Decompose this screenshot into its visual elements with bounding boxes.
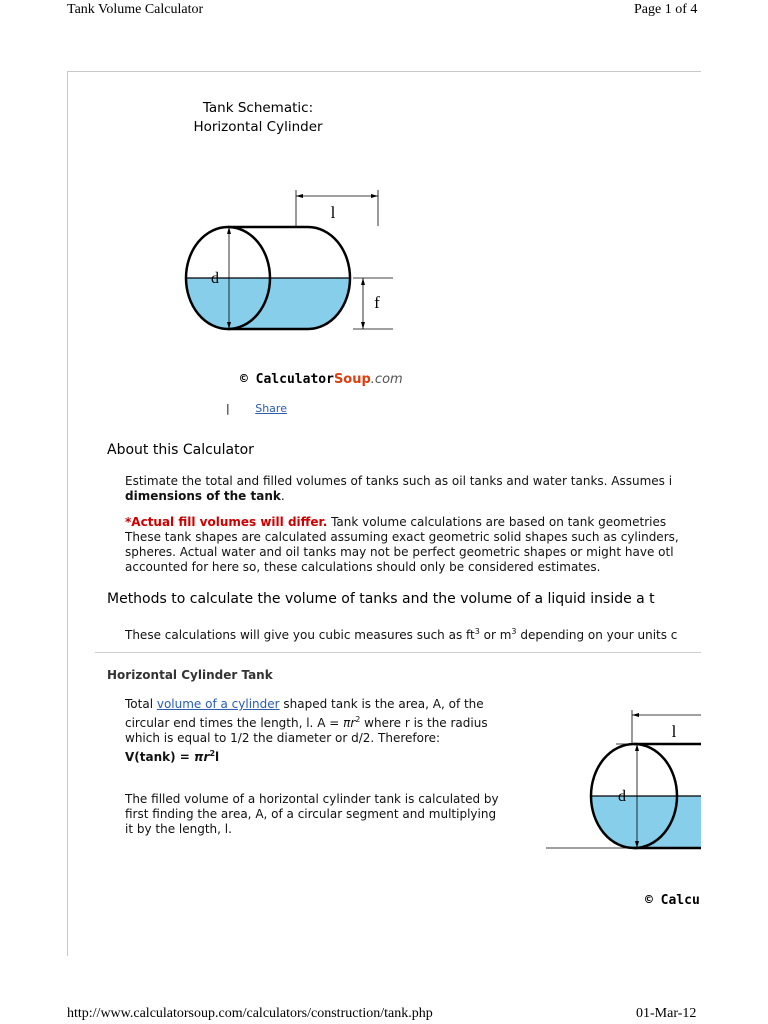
copyright-symbol: © <box>240 372 248 387</box>
brand-soup: Soup <box>333 372 371 387</box>
print-footer-date: 01-Mar-12 <box>636 1006 697 1021</box>
tank-schematic-diagram <box>143 182 403 342</box>
methods-p-end: depending on your units c <box>516 628 678 642</box>
about-p1-bold: dimensions of the tank <box>125 489 281 503</box>
about-p1-line1: Estimate the total and filled volumes of tanks such as oil tanks and water tanks. Assumes i <box>125 474 673 488</box>
about-p2-line1-rest: Tank volume calculations are based on tank geometries <box>327 515 667 529</box>
methods-heading: Methods to calculate the volume of tanks and the volume of a liquid inside a t <box>107 591 655 607</box>
tank2-length-arrow-left <box>632 713 639 717</box>
formula-pi: πr <box>194 750 210 764</box>
calculatorsoup-credit <box>240 372 403 387</box>
brand-calculator: Calculator <box>255 372 334 387</box>
fill-arrow-top <box>361 278 365 285</box>
hc-p1-pi: πr <box>343 716 356 730</box>
brand-dotcom: .com <box>370 372 403 387</box>
about-p1-end: . <box>280 489 285 503</box>
about-p2-star: * <box>125 515 132 529</box>
methods-sup1: 3 <box>474 627 480 636</box>
methods-p-start: These calculations will give you cubic measures such as ft <box>125 628 475 642</box>
section-divider <box>95 652 701 653</box>
length-arrow-right <box>371 194 378 198</box>
hc-p1-c: where r is the radius which is equal to 1/2 the diameter or d/2. Therefore: <box>125 716 488 745</box>
about-heading: About this Calculator <box>107 442 254 458</box>
formula-b: l <box>215 750 220 764</box>
schematic-title-line2: Horizontal Cylinder <box>193 119 323 135</box>
about-p2-line2: These tank shapes are calculated assuming exact geometric solid shapes such as cylinders, <box>125 530 679 544</box>
methods-paragraph <box>125 624 677 643</box>
about-p1-line2 <box>125 489 672 504</box>
horizontal-cylinder-heading: Horizontal Cylinder Tank <box>107 668 273 682</box>
schematic-title <box>168 99 348 137</box>
diameter-label: d <box>211 270 219 287</box>
print-footer-url: http://www.calculatorsoup.com/calculators/construction/tank.php <box>67 1006 433 1021</box>
print-header-page: Page 1 of 4 <box>634 2 698 17</box>
share-separator: | <box>226 402 230 415</box>
formula-sup: 2 <box>209 749 216 758</box>
about-p2-line4: accounted for here so, these calculations should only be considered estimates. <box>125 560 601 574</box>
calculatorsoup-credit-2: © Calcu <box>645 893 700 908</box>
methods-p-mid: or m <box>479 628 512 642</box>
volume-of-cylinder-link[interactable]: volume of a cylinder <box>156 697 280 711</box>
page-frame <box>67 71 701 956</box>
fill-label: f <box>374 293 380 312</box>
page-content <box>68 72 701 956</box>
formula-a: V(tank) = <box>125 750 195 764</box>
about-p2-warning: Actual fill volumes will differ. <box>131 515 328 529</box>
print-header-title: Tank Volume Calculator <box>67 2 204 17</box>
schematic-title-line1: Tank Schematic: <box>202 100 314 116</box>
about-p2-line1 <box>125 515 679 530</box>
horizontal-paragraph-2: The filled volume of a horizontal cylinder tank is calculated by first finding the area, A, of a circular segment and multiplying it by the length, l. <box>125 792 499 836</box>
tank-volume-formula <box>125 746 505 765</box>
length-label: l <box>330 203 336 222</box>
share-link[interactable]: Share <box>255 402 287 415</box>
horizontal-paragraph-1 <box>125 697 505 765</box>
about-p2-line3: spheres. Actual water and oil tanks may not be perfect geometric shapes or might have otl <box>125 545 674 559</box>
share-row <box>226 402 287 415</box>
about-paragraph-2 <box>125 515 679 575</box>
tank2-diameter-label: d <box>618 788 626 805</box>
tank2-length-label: l <box>671 722 677 741</box>
hc-p1-a: Total <box>125 697 157 711</box>
horizontal-cylinder-diagram <box>546 708 701 858</box>
length-arrow-left <box>296 194 303 198</box>
fill-arrow-bottom <box>361 322 365 329</box>
about-paragraph-1 <box>125 474 672 504</box>
hc-p1-sup: 2 <box>355 715 361 724</box>
methods-sup2: 3 <box>511 627 517 636</box>
hc-p1-b: shaped tank is the area, A, of the circular end times the length, l. A = <box>125 697 484 730</box>
